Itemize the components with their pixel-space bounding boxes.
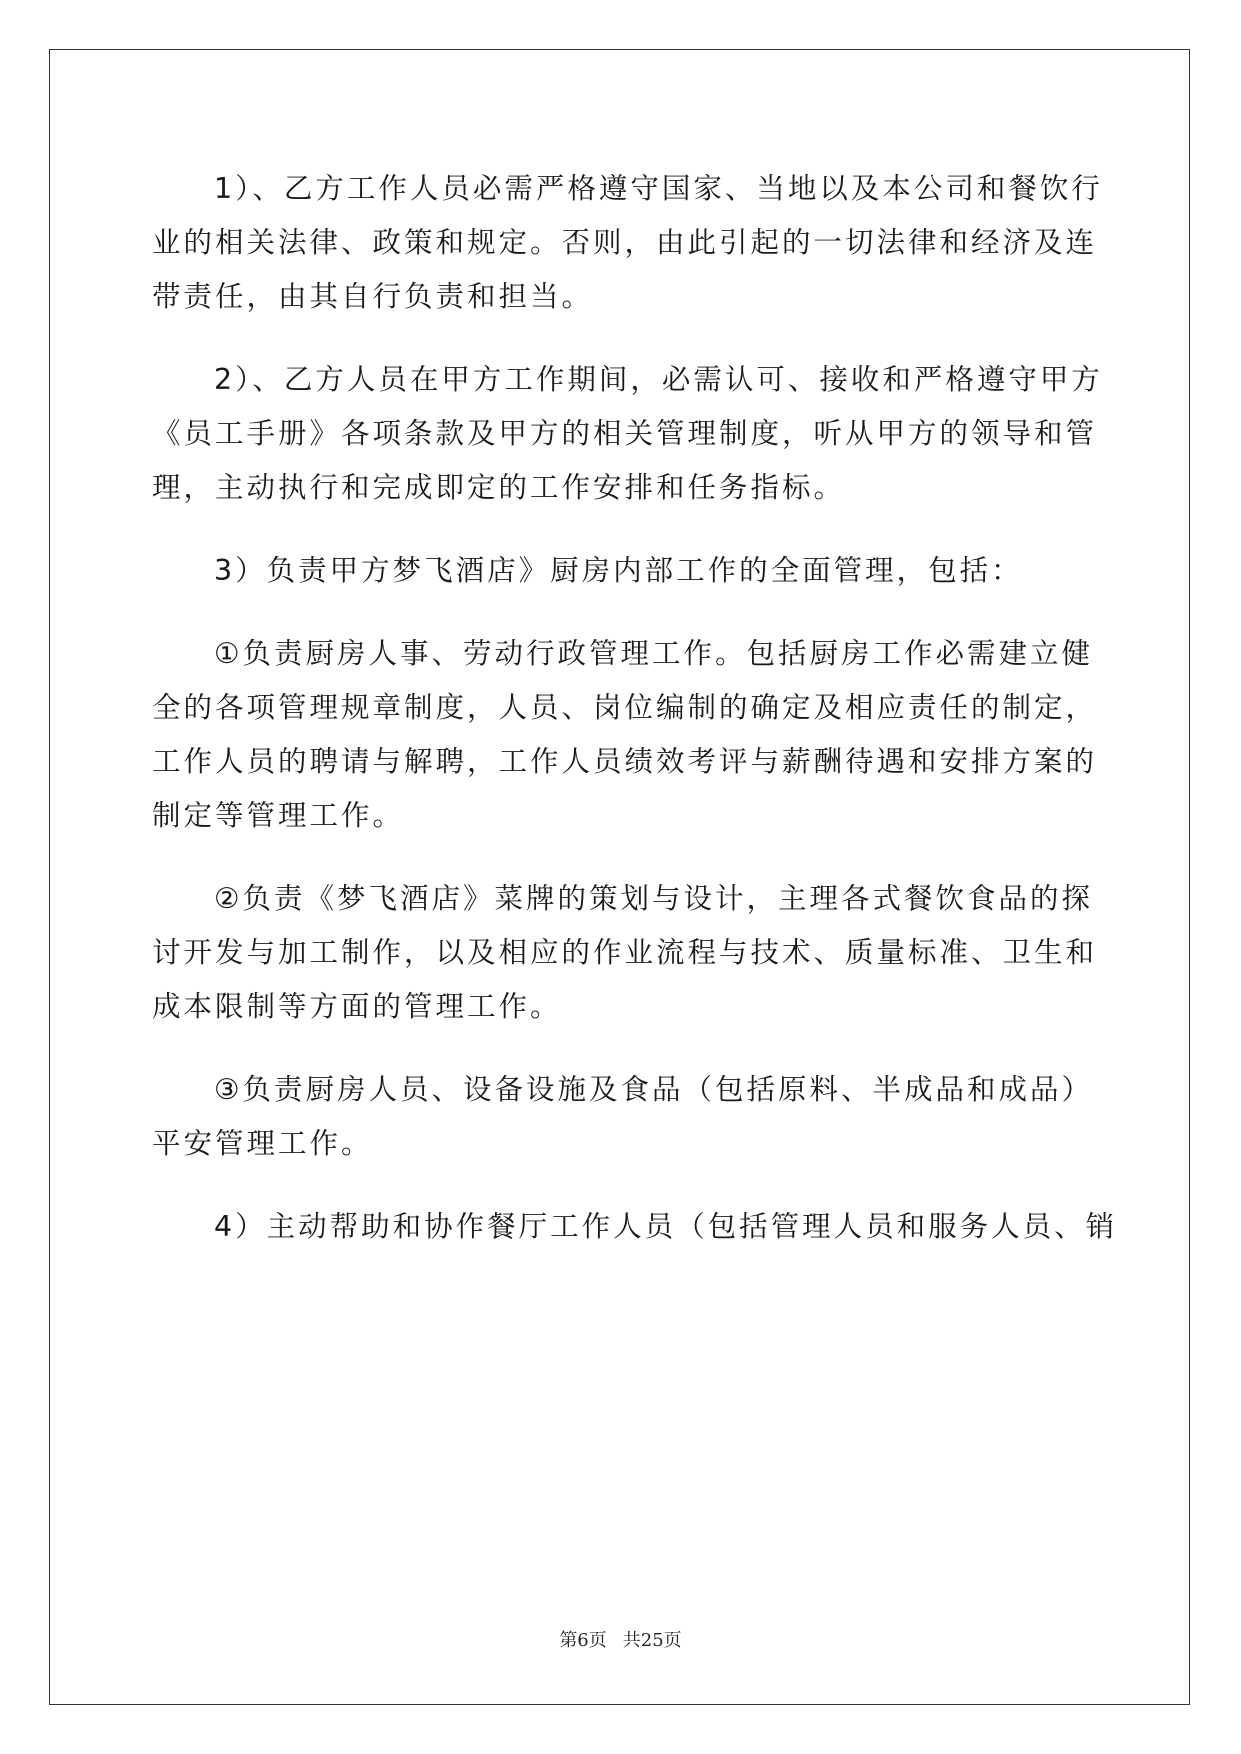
text-line: 平安管理工作。 xyxy=(152,1127,373,1160)
paragraph-2 xyxy=(152,353,1103,515)
text-line: 理，主动执行和完成即定的工作安排和任务指标。 xyxy=(152,471,846,504)
page-number: 第6页 xyxy=(559,1630,607,1651)
text-line: ③负责厨房人员、设备设施及食品（包括原料、半成品和成品） xyxy=(214,1073,1094,1106)
text-line: 全的各项管理规章制度，人员、岗位编制的确定及相应责任的制定， xyxy=(152,691,1098,724)
text-line: 《员工手册》各项条款及甲方的相关管理制度，听从甲方的领导和管 xyxy=(152,417,1098,450)
text-line: 带责任，由其自行负责和担当。 xyxy=(152,280,594,313)
text-line: 4）主动帮助和协作餐厅工作人员（包括管理人员和服务人员、销 xyxy=(214,1210,1118,1243)
paragraph-1 xyxy=(152,162,1103,324)
text-line: 1）、乙方工作人员必需严格遵守国家、当地以及本公司和餐饮行 xyxy=(214,172,1103,205)
text-line: ①负责厨房人事、劳动行政管理工作。包括厨房工作必需建立健 xyxy=(214,637,1094,670)
text-line: 业的相关法律、政策和规定。否则，由此引起的一切法律和经济及连 xyxy=(152,226,1098,259)
text-line: 制定等管理工作。 xyxy=(152,799,405,832)
text-line: 3）负责甲方梦飞酒店》厨房内部工作的全面管理，包括： xyxy=(214,554,1023,587)
paragraph-6 xyxy=(152,1063,1092,1171)
text-line: 成本限制等方面的管理工作。 xyxy=(152,990,562,1023)
page-total: 共25页 xyxy=(622,1630,682,1651)
text-line: 2）、乙方人员在甲方工作期间，必需认可、接收和严格遵守甲方 xyxy=(214,363,1103,396)
text-line: ②负责《梦飞酒店》菜牌的策划与设计，主理各式餐饮食品的探 xyxy=(214,882,1094,915)
page-footer xyxy=(0,1626,1241,1652)
text-line: 工作人员的聘请与解聘，工作人员绩效考评与薪酬待遇和安排方案的 xyxy=(152,745,1098,778)
paragraph-5 xyxy=(152,872,1098,1034)
text-line: 讨开发与加工制作，以及相应的作业流程与技术、质量标准、卫生和 xyxy=(152,936,1098,969)
paragraph-3 xyxy=(152,544,1092,598)
paragraph-4 xyxy=(152,627,1098,843)
document-body xyxy=(152,162,1118,1283)
paragraph-7 xyxy=(152,1200,1118,1254)
